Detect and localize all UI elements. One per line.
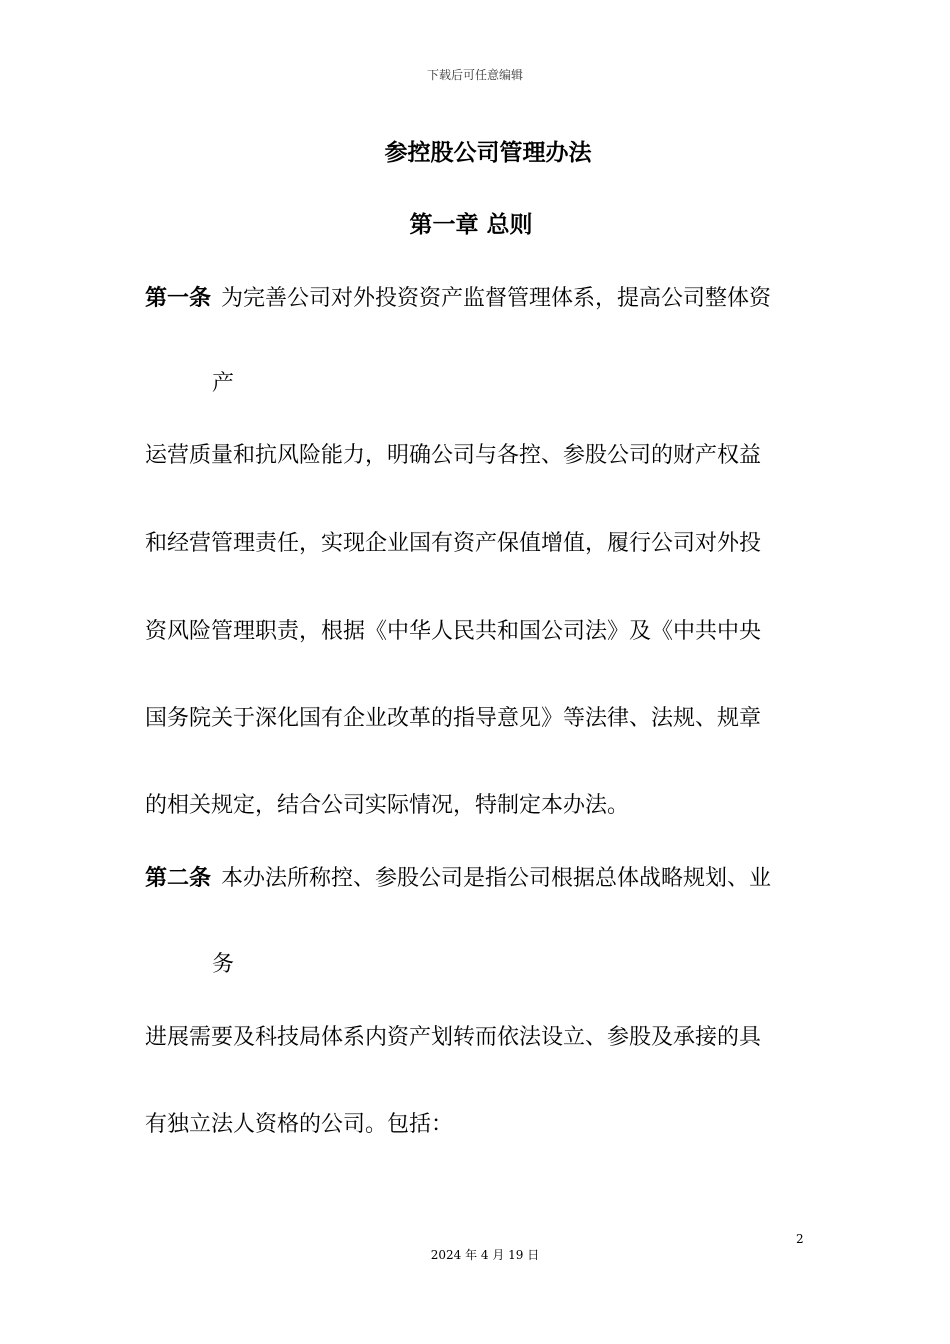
article-1-text: 为完善公司对外投资资产监督管理体系，提高公司整体资 — [221, 286, 772, 311]
article-1-line-2: 产 — [212, 371, 235, 396]
page-number: 2 — [796, 1232, 804, 1246]
document-title: 参控股公司管理办法 — [384, 140, 592, 166]
article-2-line-4: 有独立法人资格的公司。包括： — [145, 1112, 454, 1137]
article-1-line-6: 国务院关于深化国有企业改革的指导意见》等法律、法规、规章 — [145, 706, 762, 731]
chapter-title: 第一章 总则 — [409, 212, 533, 238]
article-2-text: 本办法所称控、参股公司是指公司根据总体战略规划、业 — [221, 866, 772, 891]
article-1-line-1 — [145, 282, 771, 315]
article-2-line-2: 务 — [212, 952, 235, 977]
header-note: 下载后可任意编辑 — [426, 68, 523, 82]
footer-date: 2024 年 4 月 19 日 — [430, 1248, 540, 1262]
article-1-line-4: 和经营管理责任，实现企业国有资产保值增值，履行公司对外投 — [145, 531, 762, 556]
article-2-line-3: 进展需要及科技局体系内资产划转而依法设立、参股及承接的具 — [145, 1025, 762, 1050]
article-1-line-3: 运营质量和抗风险能力，明确公司与各控、参股公司的财产权益 — [145, 443, 762, 468]
article-2-line-1 — [145, 862, 771, 895]
article-2-label: 第二条 — [145, 865, 212, 891]
article-1-line-7: 的相关规定，结合公司实际情况，特制定本办法。 — [145, 793, 630, 818]
article-1-label: 第一条 — [145, 285, 212, 311]
article-1-line-5: 资风险管理职责，根据《中华人民共和国公司法》及《中共中央 — [145, 619, 762, 644]
